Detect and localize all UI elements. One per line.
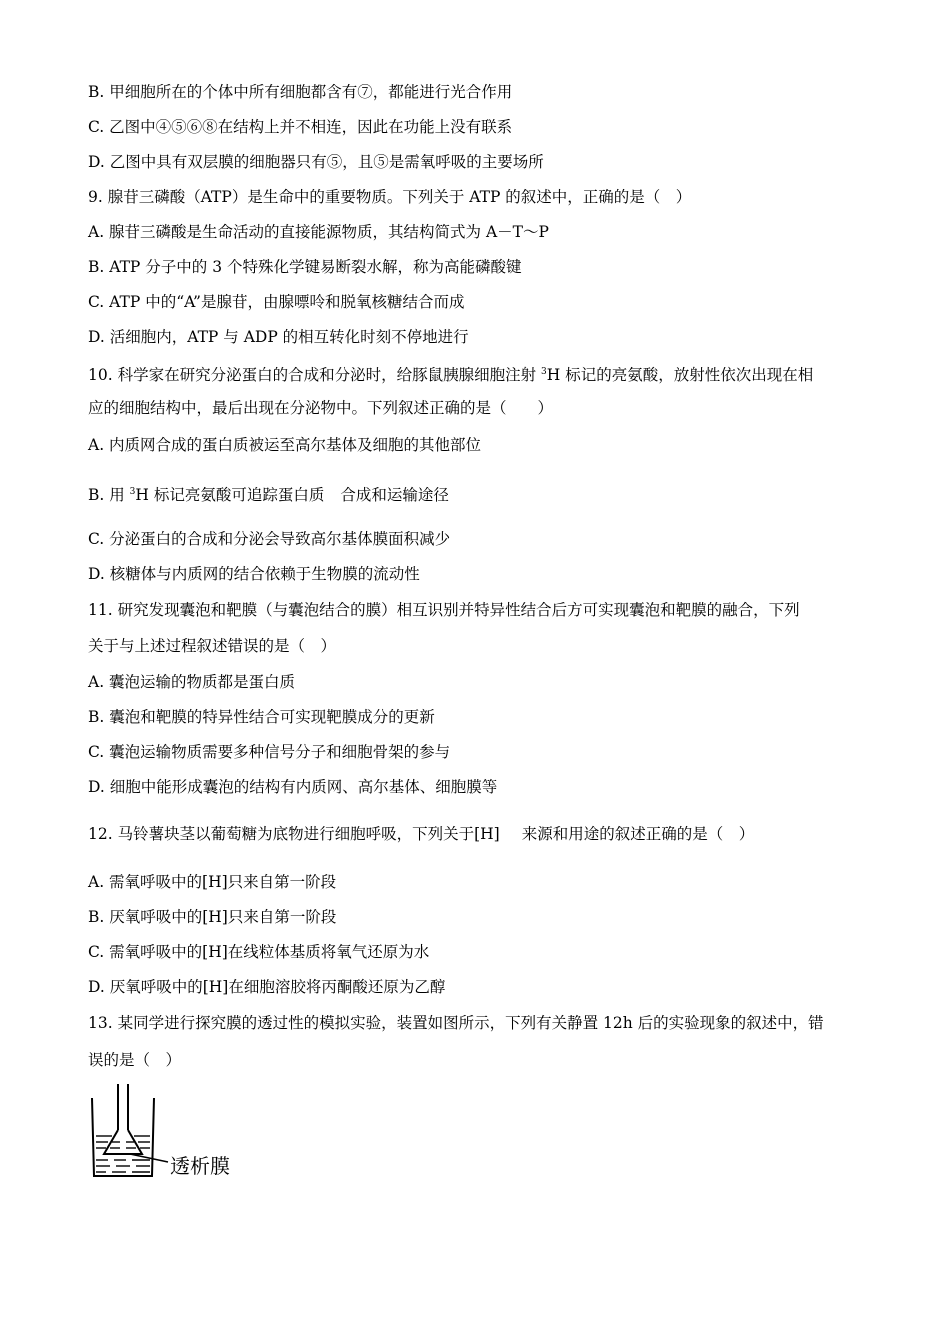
question-13-line1: 13. 某同学进行探究膜的透过性的模拟实验，装置如图所示，下列有关静置 12h 后的实验现象的叙述中，错 bbox=[88, 1014, 824, 1032]
question-13-line2: 误的是（ ） bbox=[88, 1051, 182, 1069]
option-8b: B. 甲细胞所在的个体中所有细胞都含有⑦，都能进行光合作用 bbox=[88, 83, 513, 101]
option-10b: B. 用 $^3$H 标记亮氨酸可追踪蛋白质 合成和运输途径 bbox=[88, 486, 449, 504]
option-9d: D. 活细胞内，ATP 与 ADP 的相互转化时刻不停地进行 bbox=[88, 328, 469, 346]
option-9b: B. ATP 分子中的 3 个特殊化学键易断裂水解，称为高能磷酸键 bbox=[88, 258, 522, 276]
option-12d: D. 厌氧呼吸中的[H]在细胞溶胶将丙酮酸还原为乙醇 bbox=[88, 978, 446, 996]
funnel bbox=[104, 1130, 142, 1154]
option-11c: C. 囊泡运输物质需要多种信号分子和细胞骨架的参与 bbox=[88, 743, 451, 761]
option-12b: B. 厌氧呼吸中的[H]只来自第一阶段 bbox=[88, 908, 337, 926]
option-11a: A. 囊泡运输的物质都是蛋白质 bbox=[88, 673, 296, 691]
option-10d: D. 核糖体与内质网的结合依赖于生物膜的流动性 bbox=[88, 565, 420, 583]
superscript-3: 3 bbox=[129, 487, 136, 497]
option-8d: D. 乙图中具有双层膜的细胞器只有⑤，且⑤是需氧呼吸的主要场所 bbox=[88, 153, 544, 171]
option-8c: C. 乙图中④⑤⑥⑧在结构上并不相连，因此在功能上没有联系 bbox=[88, 118, 513, 136]
option-9a: A. 腺苷三磷酸是生命活动的直接能源物质，其结构简式为 A－T～P bbox=[88, 223, 549, 241]
question-10-line2: 应的细胞结构中，最后出现在分泌物中。下列叙述正确的是（ ） bbox=[88, 399, 554, 417]
question-9: 9. 腺苷三磷酸（ATP）是生命中的重要物质。下列关于 ATP 的叙述中，正确的是（ ） bbox=[88, 188, 692, 206]
beaker bbox=[92, 1098, 154, 1176]
option-12a: A. 需氧呼吸中的[H]只来自第一阶段 bbox=[88, 873, 337, 891]
option-11b: B. 囊泡和靶膜的特异性结合可实现靶膜成分的更新 bbox=[88, 708, 435, 726]
option-12c: C. 需氧呼吸中的[H]在线粒体基质将氧气还原为水 bbox=[88, 943, 430, 961]
question-12: 12. 马铃薯块茎以葡萄糖为底物进行细胞呼吸，下列关于[H] 来源和用途的叙述正确的是（ ） bbox=[88, 825, 755, 843]
superscript-3: 3 bbox=[541, 367, 547, 377]
option-10a: A. 内质网合成的蛋白质被运至高尔基体及细胞的其他部位 bbox=[88, 436, 482, 454]
question-11-line2: 关于与上述过程叙述错误的是（ ） bbox=[88, 637, 337, 655]
dialysis-membrane-label: 透析膜 bbox=[170, 1154, 230, 1178]
option-11d: D. 细胞中能形成囊泡的结构有内质网、高尔基体、细胞膜等 bbox=[88, 778, 498, 796]
question-11-line1: 11. 研究发现囊泡和靶膜（与囊泡结合的膜）相互识别并特异性结合后方可实现囊泡和靶膜的融合，下列 bbox=[88, 601, 800, 619]
option-10c: C. 分泌蛋白的合成和分泌会导致高尔基体膜面积减少 bbox=[88, 530, 451, 548]
option-9c: C. ATP 中的“A”是腺苷，由腺嘌呤和脱氧核糖结合而成 bbox=[88, 293, 465, 311]
question-10-line1: 10. 科学家在研究分泌蛋白的合成和分泌时，给豚鼠胰腺细胞注射 $^3$H 标记的亮氨酸，放射性依次出现在相 bbox=[88, 366, 814, 384]
